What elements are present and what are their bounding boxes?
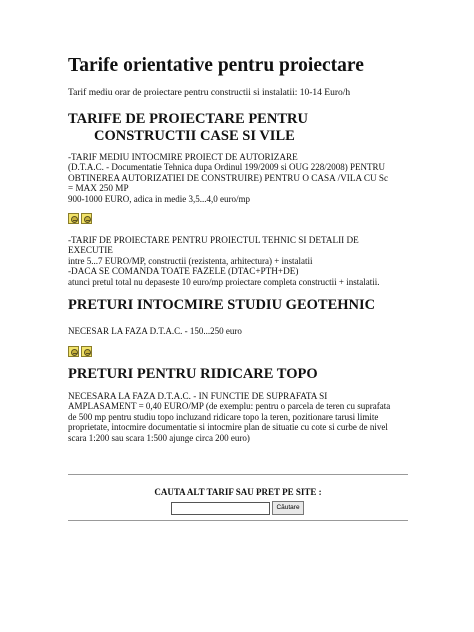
text-line: -TARIF MEDIU INTOCMIRE PROIECT DE AUTORIZARE [68,152,298,162]
text-line: proprietate, intocmire documentatie si intocmire plan de situatie cu cote si curbe de nivel [68,422,388,433]
icon-group [68,346,92,358]
text-line: OBTINEREA AUTORIZATIEI DE CONSTRUIRE) PENTRU O CASA /VILA CU Sc [68,172,389,183]
search-label: CAUTA ALT TARIF SAU PRET PE SITE : [154,487,322,497]
text-line: atunci pretul total nu depaseste 10 euro/mp proiectare completa constructii + instalatii. [68,276,380,287]
text-line: AMPLASAMENT = 0,40 EURO/MP (de exemplu: pentru o parcela de teren cu suprafata [68,401,391,412]
search-input[interactable] [171,502,270,515]
section-heading-construction [68,111,408,145]
text-line: (D.T.A.C. - Documentatie Tehnica dupa Ordinul 199/2009 si OUG 228/2008) PENTRU [68,162,385,173]
text-line: scara 1:200 sau scara 1:500 ajunge circa 200 euro) [68,432,250,443]
smiley-icon[interactable] [81,346,92,357]
subtitle: Tarif mediu orar de proiectare pentru constructii si instalatii: 10-14 Euro/h [68,88,351,98]
icon-group [68,213,92,225]
text-line: de 500 mp pentru studiu topo incluzand ridicare topo la teren, pozitionare tarusi limite [68,411,379,422]
text-line: = MAX 250 MP [68,183,129,194]
divider [68,520,408,521]
search-button[interactable]: Căutare [272,501,304,515]
text-line: 900-1000 EURO, adica in medie 3,5...4,0 euro/mp [68,193,250,204]
smiley-icon[interactable] [68,346,79,357]
section-heading-topo: PRETURI PENTRU RIDICARE TOPO [68,366,318,382]
section-heading-geotechnical: PRETURI INTOCMIRE STUDIU GEOTEHNIC [68,297,376,313]
text-line: -DACA SE COMANDA TOATE FAZELE (DTAC+PTH+DE) [68,266,299,277]
smiley-icon[interactable] [68,213,79,224]
text-line: NECESAR LA FAZA D.T.A.C. - 150...250 euro [68,326,242,336]
text-line: -TARIF DE PROIECTARE PENTRU PROIECTUL TEHNIC SI DETALII DE [68,235,359,245]
text-line: intre 5...7 EURO/MP, constructii (rezistenta, arhitectura) + instalatii [68,255,313,266]
authorization-price-block [68,152,408,204]
smiley-icon[interactable] [81,213,92,224]
text-line: NECESARA LA FAZA D.T.A.C. - IN FUNCTIE DE SUPRAFATA SI [68,391,328,401]
text-line: EXECUTIE [68,245,113,256]
page-title: Tarife orientative pentru proiectare [68,55,364,76]
geotechnical-price [68,326,408,336]
heading-line-2: CONSTRUCTII CASE SI VILE [94,128,295,144]
heading-line-1: TARIFE DE PROIECTARE PENTRU [68,111,308,127]
topo-price-block [68,391,408,443]
technical-project-price-block [68,235,408,287]
divider [68,474,408,475]
